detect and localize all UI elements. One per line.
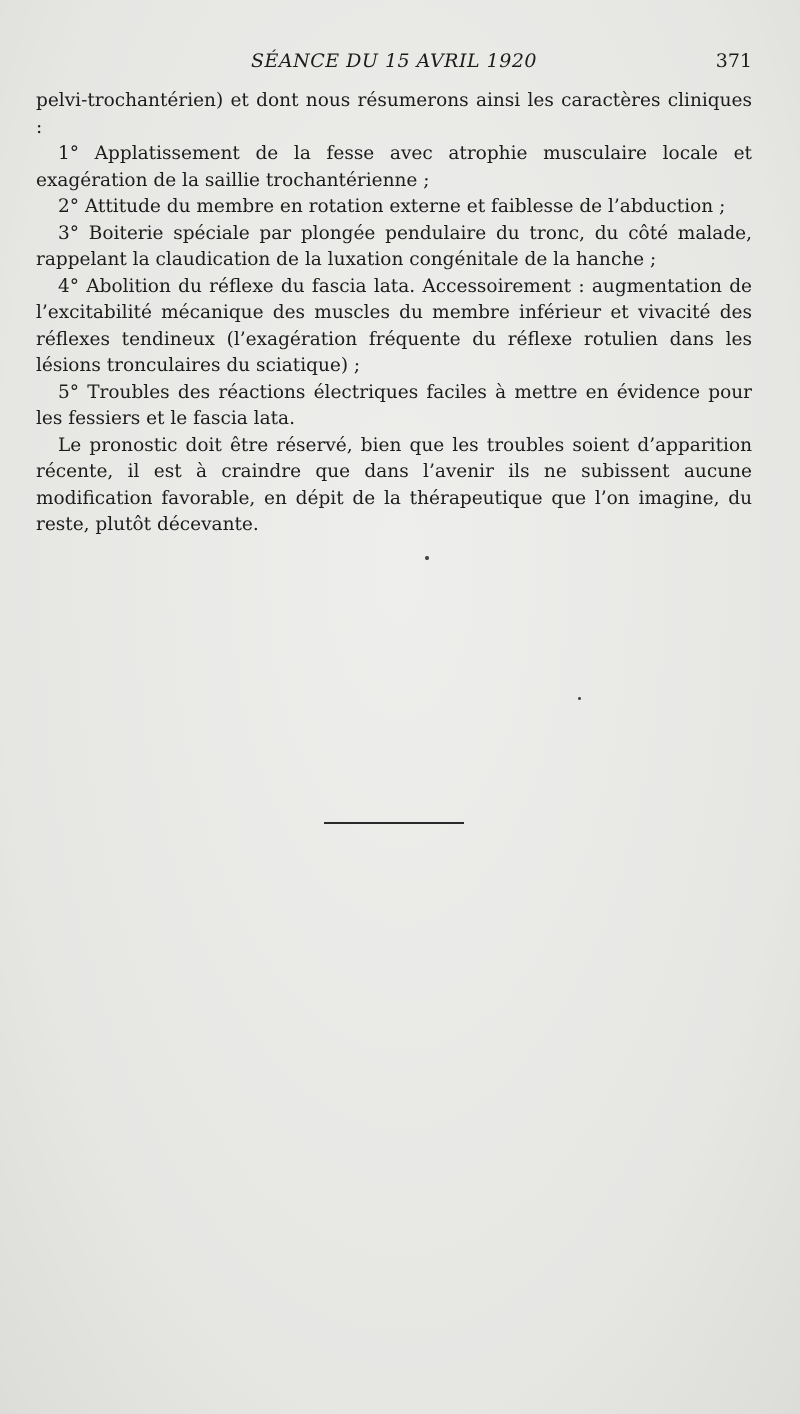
page-header [36, 50, 752, 76]
paper-speck [578, 697, 581, 700]
paragraph-continuation: pelvi-trochantérien) et dont nous résumerons ainsi les caractères cliniques : [36, 90, 752, 138]
paragraph-item-5: 5° Troubles des réactions électriques faciles à mettre en évidence pour les fessiers et le fascia lata. [36, 381, 752, 429]
paragraph-item-2: 2° Attitude du membre en rotation externe et faiblesse de l’abduction ; [58, 196, 726, 217]
page-number: 371 [715, 50, 752, 72]
paragraph-item-1: 1° Applatissement de la fesse avec atrophie musculaire locale et exagération de la saillie trochantérienne ; [36, 143, 752, 191]
running-head: SÉANCE DU 15 AVRIL 1920 [251, 50, 537, 72]
paper-speck [425, 556, 429, 560]
paragraph-item-4: 4° Abolition du réflexe du fascia lata. Accessoirement : augmentation de l’excitabilité mécanique des muscles du membre inférieur et vivacité des réflexes tendineux (l’exagération fréquente du réflexe rotulien dans les lésions tronculaires du sciatique) ; [36, 275, 752, 376]
paragraph-item-3: 3° Boiterie spéciale par plongée pendulaire du tronc, du côté malade, rappelant la claudication de la luxation congénitale de la hanche ; [36, 222, 752, 270]
section-end-rule [324, 822, 464, 824]
body-text [36, 88, 752, 539]
paragraph-prognosis: Le pronostic doit être réservé, bien que les troubles soient d’apparition récente, il est à craindre que dans l’avenir ils ne subissent aucune modification favorable, en dépit de la thérapeutique que l’on imagine, du reste, plutôt décevante. [36, 434, 752, 535]
